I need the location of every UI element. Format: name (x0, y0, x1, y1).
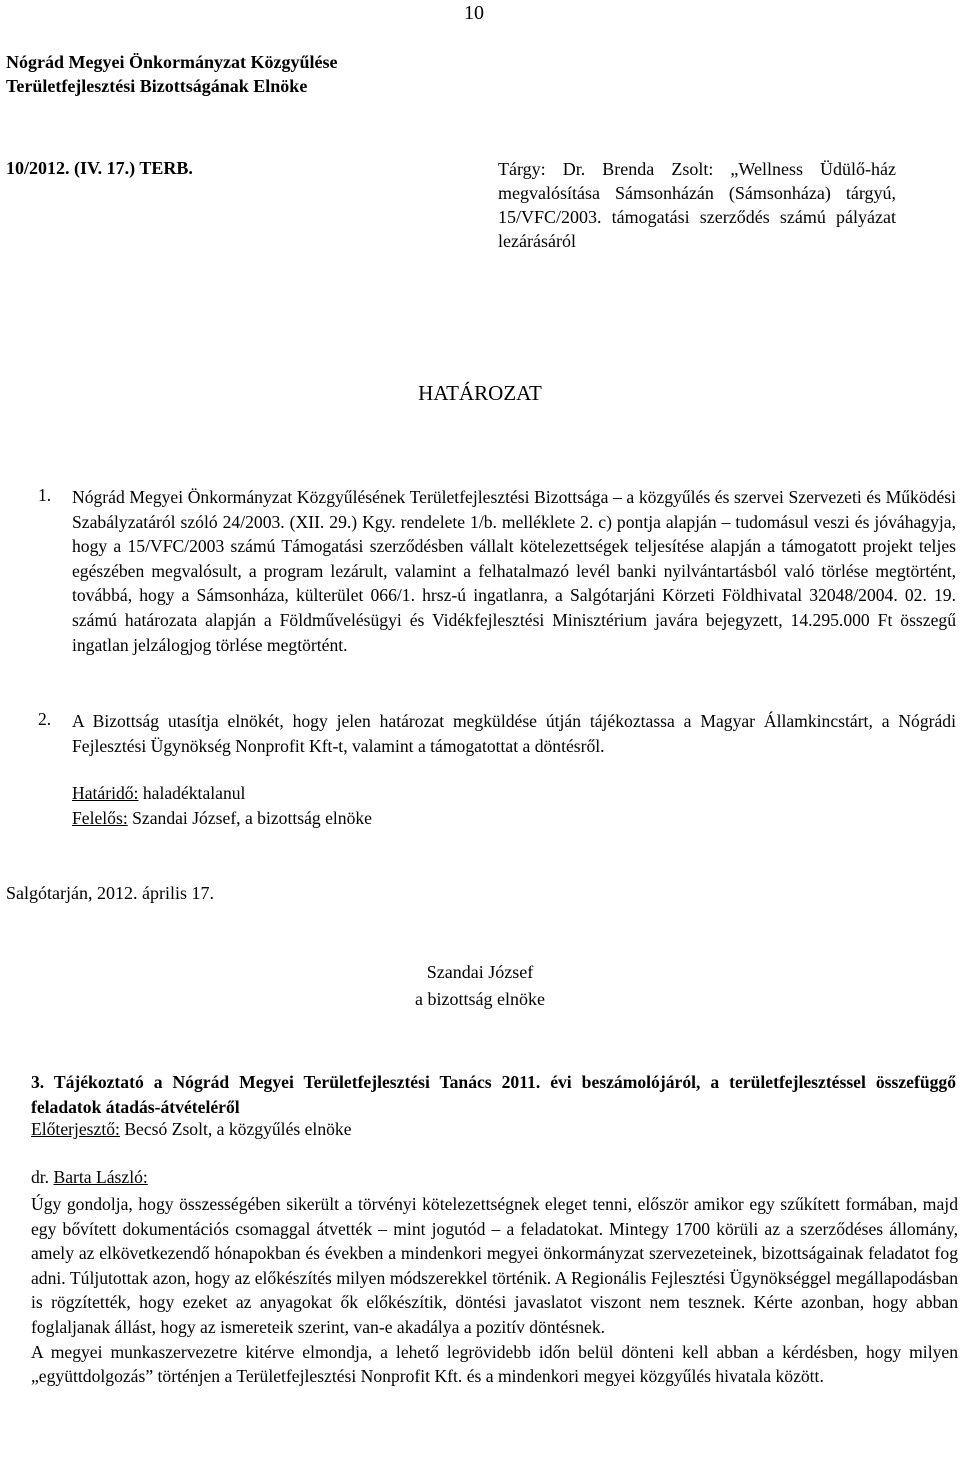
responsible-line (72, 808, 372, 829)
reference-number: 10/2012. (IV. 17.) TERB. (6, 158, 193, 178)
place-date: Salgótarján, 2012. április 17. (6, 883, 214, 903)
signature-block (0, 959, 960, 1013)
speech-paragraph-2: A megyei munkaszervezetre kitérve elmondja, a lehető legrövidebb időn belül dönteni kell abban a kérdésben, hogy milyen „együttdolgozás” történjen a Területfejlesztési Nonprofit Kft. és a mindenkori megyei közgyűlés hivatala között. (31, 1341, 958, 1387)
responsible-label: Felelős: (72, 808, 128, 828)
presenter-value: Becsó Zsolt, a közgyűlés elnöke (119, 1119, 352, 1139)
page-number: 10 (464, 2, 484, 24)
speaker-line (31, 1167, 148, 1188)
resolution-title: HATÁROZAT (418, 381, 542, 405)
speech-text (31, 1192, 958, 1389)
deadline-line (72, 783, 245, 804)
deadline-value: haladéktalanul (138, 783, 246, 803)
point-2-text: A Bizottság utasítja elnökét, hogy jelen határozat megküldése útján tájékoztassa a Magyar Államkincstárt, a Nógrádi Fejlesztési Ügynökség Nonprofit Kft-t, valamint a támogatottat a döntésről. (72, 711, 956, 756)
speaker-prefix: dr. (31, 1167, 54, 1187)
presenter-label: Előterjesztő: (31, 1119, 120, 1139)
speech-paragraph-1: Úgy gondolja, hogy összességében sikerült a törvényi kötelezettségnek eleget tenni, először amikor egy szűkített formában, majd egy bővített dokumentációs csomaggal átvették – mint jogutód – a feladatokat. Mintegy 1700 körüli az a szerződéses állomány, amely az elkövetkezendő hónapokban és években a mindenkori megyei önkormányzat szervezeteinek, bizottságainak feladatot fog adni. Túljutottak azon, hogy az előkészítés milyen módszerekkel történik. A Regionális Fejlesztési Ügynökséggel megállapodásban is rögzítették, hogy ezeket az anyagokat ők előkészítik, döntési javaslatot viszont nem tesznek. Kérte azonban, hogy abban foglaljanak állást, hogy az ismereteik szerint, van-e akadálya a pozitív döntésnek. (31, 1194, 958, 1337)
point-2-number: 2. (38, 709, 52, 729)
header-line-1: Nógrád Megyei Önkormányzat Közgyűlése (6, 52, 338, 72)
responsible-value: Szandai József, a bizottság elnöke (127, 808, 372, 828)
presenter-line (31, 1119, 352, 1140)
point-1-text: Nógrád Megyei Önkormányzat Közgyűlésének Területfejlesztési Bizottsága – a közgyűlés és szervei Szervezeti és Működési Szabályzatáról szóló 24/2003. (XII. 29.) Kgy. rendelete 1/b. melléklete 2. c) pontja alapján – tudomásul veszi és jóváhagyja, hogy a 15/VFC/2003 számú Támogatási szerződésben vállalt kötelezettségek teljesítése alapján a támogatott projekt teljes egészében megvalósult, a program lezárult, valamint a felhatalmazó levél banki nyilvántartásból való törlése megtörtént, továbbá, hogy a Sámsonháza, külterület 066/1. hrsz-ú ingatlanra, a Salgótarjáni Körzeti Földhivatal 32048/2004. 02. 19. számú határozata alapján a Földművelésügyi és Vidékfejlesztési Minisztérium javára bejegyzett, 14.295.000 Ft összegű ingatlan jelzálogjog törlése megtörtént. (72, 487, 956, 655)
speaker-name: Barta László: (53, 1167, 148, 1187)
signature-title: a bizottság elnöke (415, 989, 545, 1009)
subject-text: Dr. Brenda Zsolt: „Wellness Üdülő-ház megvalósítása Sámsonházán (Sámsonháza) tárgyú, 15/VFC/2003. támogatási szerződés számú pályázat lezárásáról (498, 159, 896, 251)
agenda-item-3-title: 3. Tájékoztató a Nógrád Megyei Területfejlesztési Tanács 2011. évi beszámolójáról, a területfejlesztéssel összefüggő feladatok átadás-átvételéről (31, 1072, 956, 1117)
deadline-label: Határidő: (72, 783, 139, 803)
subject-block (498, 157, 896, 253)
signature-name: Szandai József (426, 962, 534, 982)
point-1-number: 1. (38, 485, 52, 505)
header-line-2: Területfejlesztési Bizottságának Elnöke (6, 76, 308, 96)
subject-label: Tárgy: (498, 159, 546, 179)
